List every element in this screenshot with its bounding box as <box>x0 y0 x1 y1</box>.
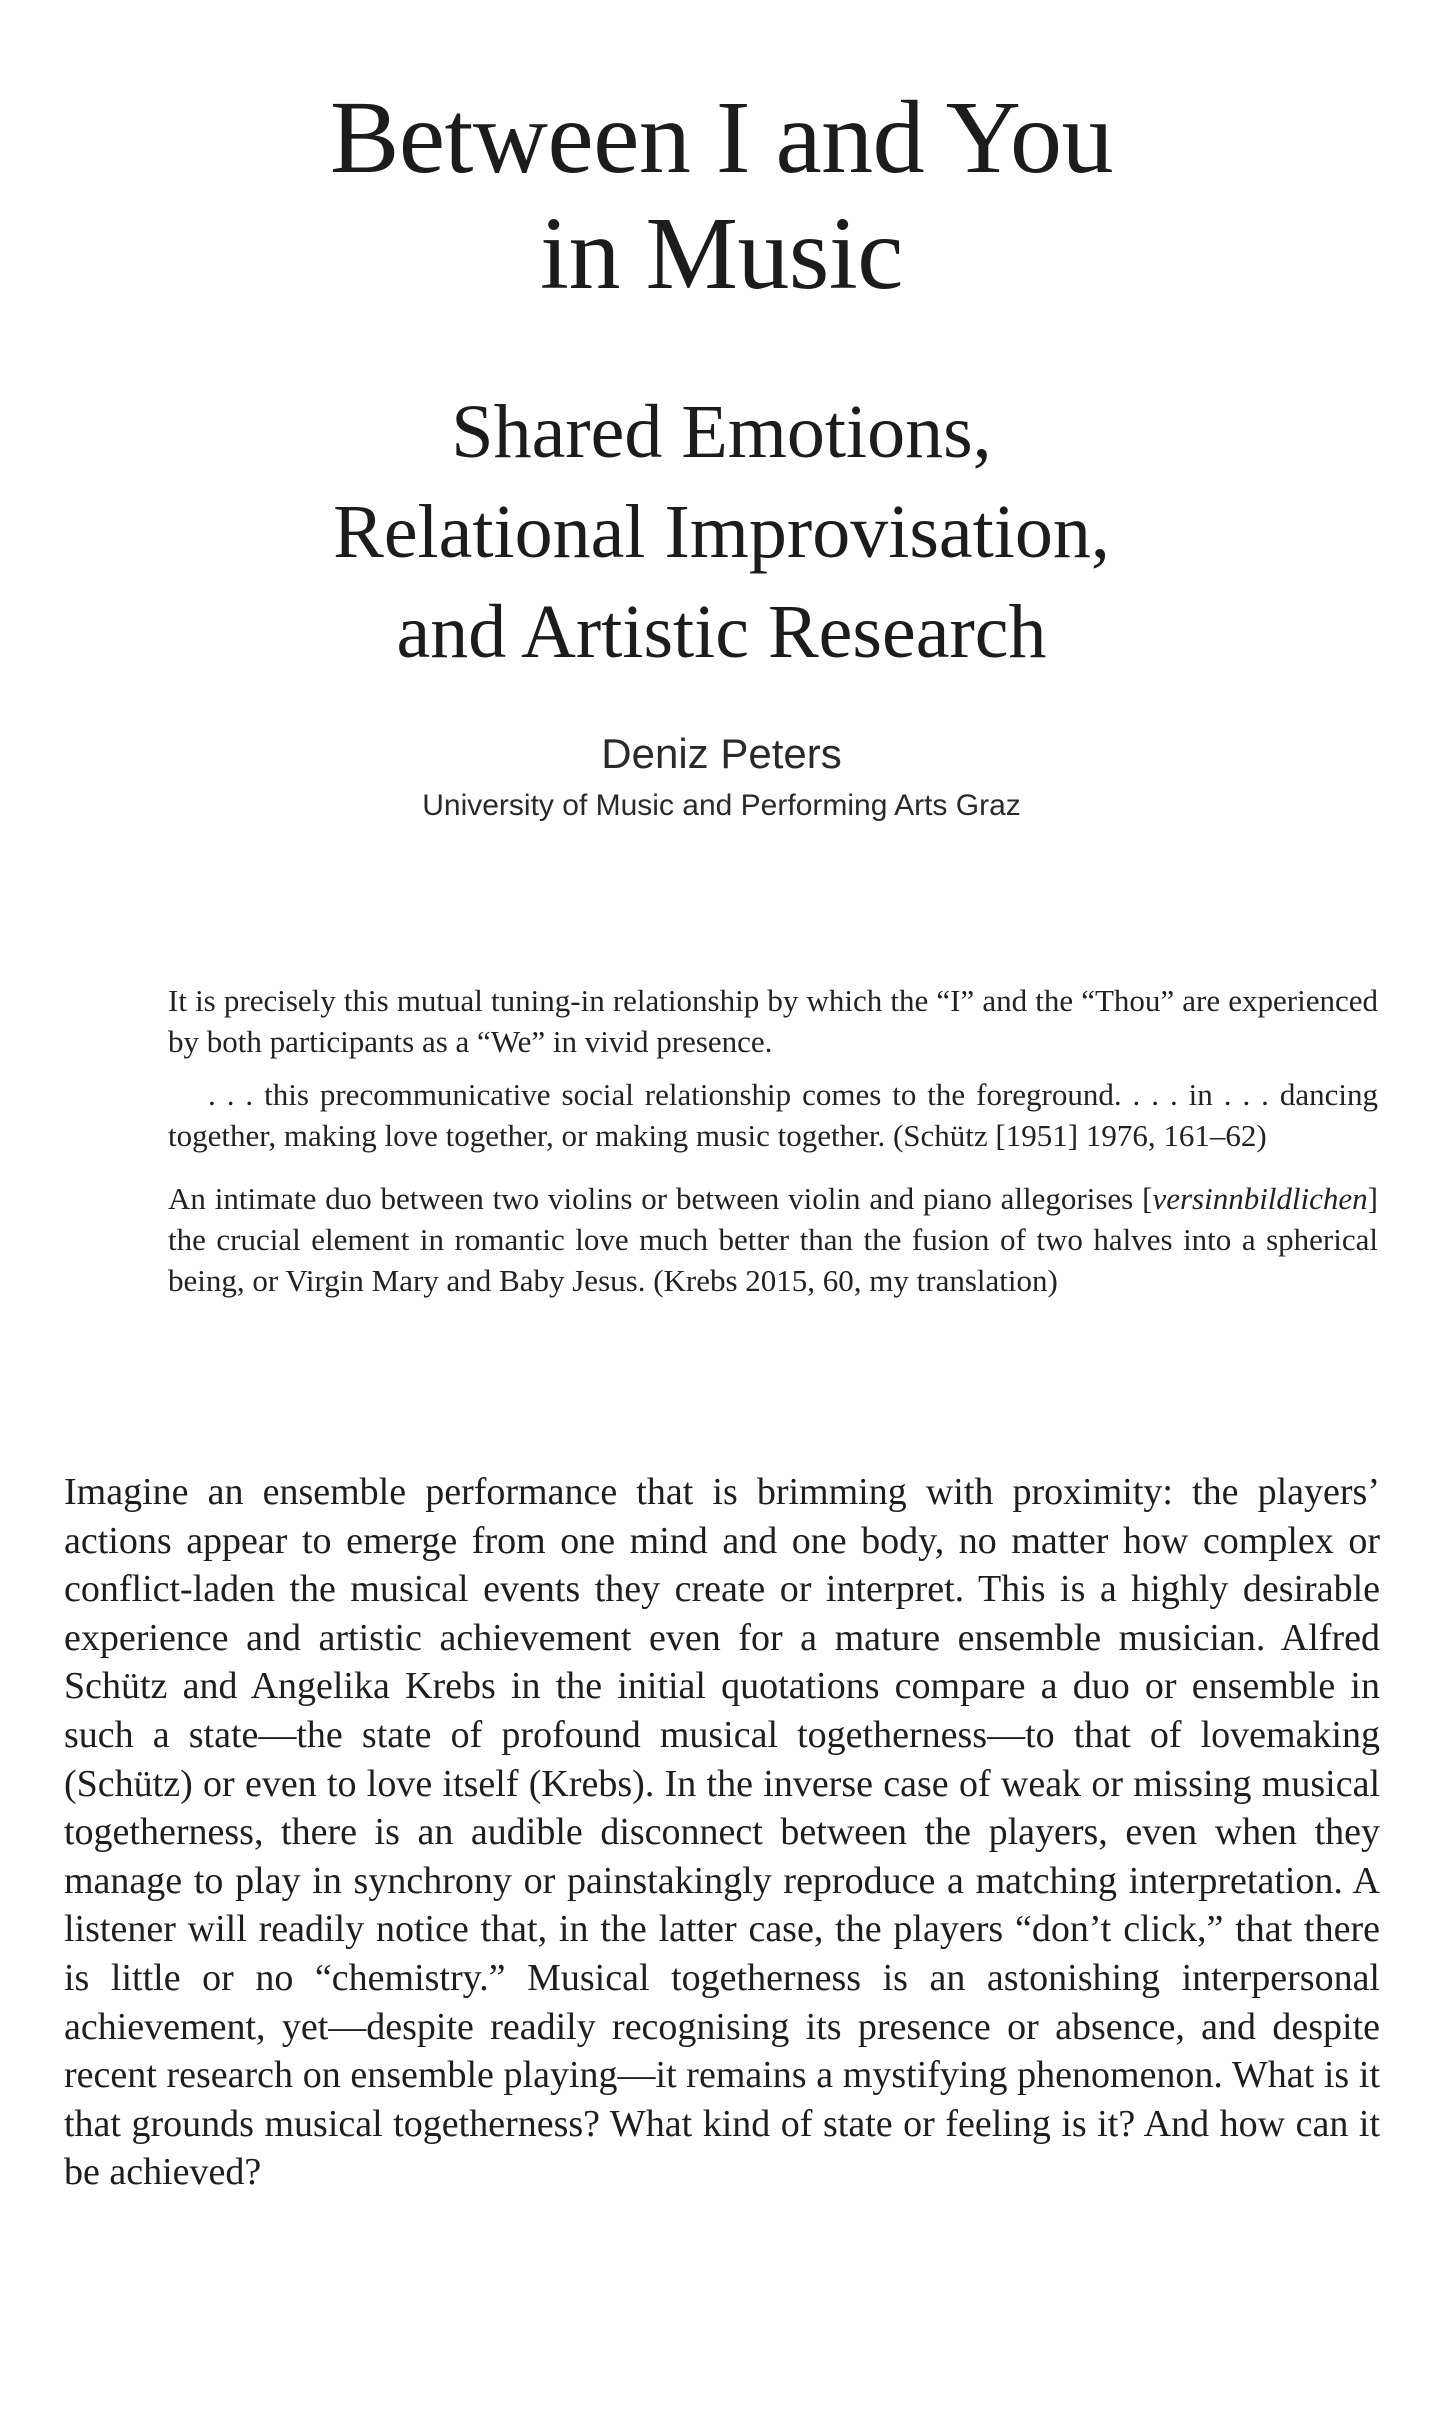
author-name: Deniz Peters <box>601 730 842 777</box>
chapter-subtitle-line-2: Relational Improvisation, <box>333 490 1110 574</box>
epigraph-schutz-part-1: It is precisely this mutual tuning-in relationship by which the “I” and the “Thou” are experienced by both participants as a “We” in vivid presence. <box>168 983 1378 1059</box>
chapter-title-line-1: Between I and You <box>330 80 1113 195</box>
epigraph-krebs <box>168 1178 1378 1301</box>
epigraph-krebs-text-start: An intimate duo between two violins or between violin and piano allegorises [ <box>168 1181 1153 1216</box>
epigraph-schutz-part-2: . . . this precommunicative social relationship comes to the foreground. . . . in . . . dancing together, making love together, or making music together. (Schütz [1951] 1976, 161–62) <box>168 1077 1378 1153</box>
author-affiliation: University of Music and Performing Arts Graz <box>422 789 1021 822</box>
body-paragraph: Imagine an ensemble performance that is brimming with proximity: the players’ actions appear to emerge from one mind and one body, no matter how complex or conflict-laden the musical events they create or interpret. This is a highly desirable experience and artistic achievement even for a mature ensemble musician. Alfred Schütz and Angelika Krebs in the initial quotations compare a duo or ensemble in such a state—the state of profound musical togetherness—to that of lovemaking (Schütz) or even to love itself (Krebs). In the inverse case of weak or missing musical togetherness, there is an audible disconnect between the players, even when they manage to play in synchrony or painstakingly reproduce a matching interpretation. A listener will readily notice that, in the latter case, the players “don’t click,” that there is little or no “chemistry.” Musical togetherness is an astonishing interpersonal achievement, yet—despite readily recognising its presence or absence, and despite recent research on ensemble playing—it remains a mystifying phenomenon. What is it that grounds musical togetherness? What kind of state or feeling is it? And how can it be achieved? <box>64 1471 1380 2194</box>
chapter-subtitle-line-3: and Artistic Research <box>396 590 1047 674</box>
chapter-subtitle <box>0 382 1443 682</box>
chapter-title-line-2: in Music <box>540 196 903 311</box>
chapter-subtitle-line-1: Shared Emotions, <box>451 390 992 474</box>
epigraph-krebs-text-end: ] the crucial element in romantic love much better than the fusion of two halves into a spherical being, or Virgin Mary and Baby Jesus. (Krebs 2015, 60, my translation) <box>168 1181 1378 1298</box>
epigraph-krebs-german-term: versinnbildlichen <box>1152 1181 1368 1216</box>
chapter-title <box>0 80 1443 312</box>
epigraphs <box>168 980 1378 1301</box>
